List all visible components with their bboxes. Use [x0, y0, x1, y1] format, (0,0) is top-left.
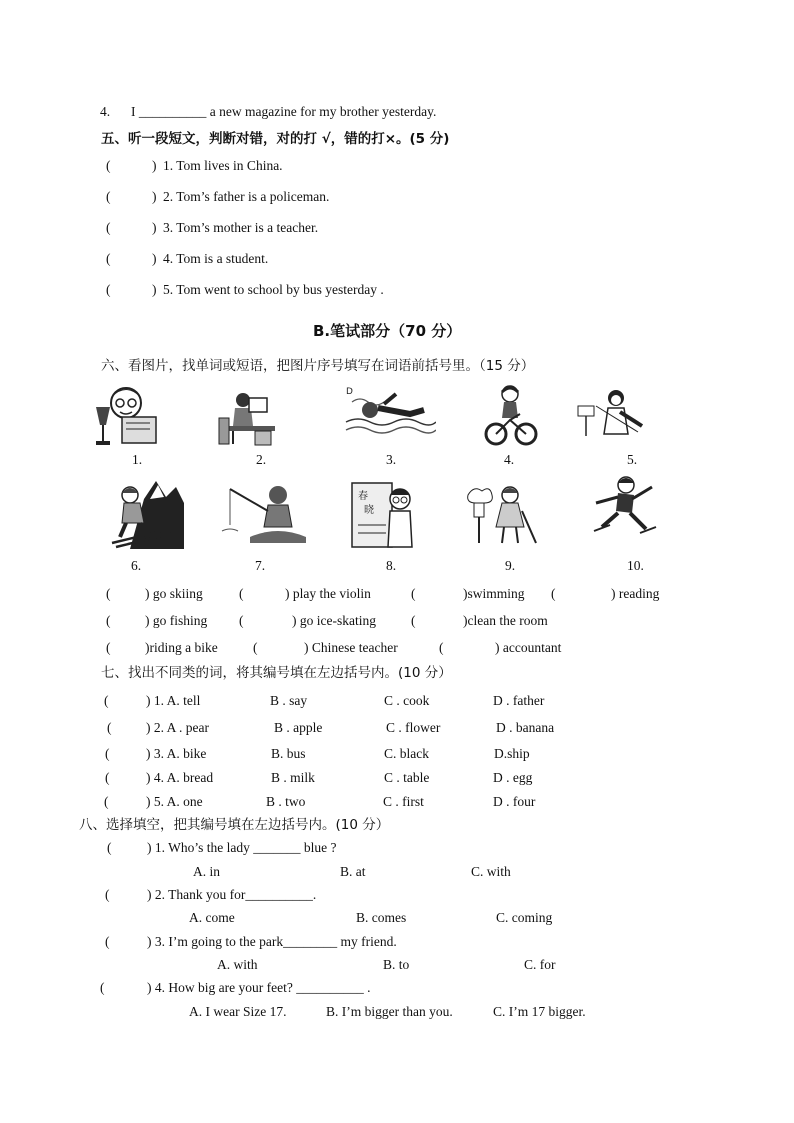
- answer-paren[interactable]: (: [106, 586, 111, 601]
- answer-paren[interactable]: (: [106, 189, 111, 204]
- answer-paren[interactable]: (: [411, 586, 416, 601]
- question-text: ) 3. I’m going to the park________ my friend.: [147, 934, 397, 949]
- section-6-title: 六、看图片，找单词或短语，把图片序号填写在词语前括号里。（15 分）: [101, 358, 535, 374]
- option-a: A. come: [189, 910, 235, 925]
- option-c: C. for: [524, 957, 556, 972]
- statement-text: 2. Tom’s father is a policeman.: [163, 189, 330, 204]
- answer-paren[interactable]: (: [104, 693, 109, 708]
- option-b: B . two: [266, 794, 306, 809]
- picture-number: 10.: [627, 558, 644, 573]
- answer-paren-close: ): [152, 251, 157, 266]
- option-a: A. in: [193, 864, 220, 879]
- picture-3: [344, 386, 436, 440]
- picture-8: [350, 481, 418, 549]
- answer-paren[interactable]: (: [106, 613, 111, 628]
- statement-text: 3. Tom’s mother is a teacher.: [163, 220, 319, 235]
- picture-6: [110, 479, 184, 549]
- fishing-icon: [220, 481, 306, 543]
- picture-10: [582, 473, 662, 543]
- option-b: B. bus: [271, 746, 306, 761]
- picture-number: 3.: [386, 452, 397, 467]
- question-text: I __________ a new magazine for my brother yesterday.: [131, 104, 437, 119]
- question-text: ) 4. How big are your feet? __________ .: [147, 980, 371, 995]
- option-a: ) 5. A. one: [146, 794, 203, 809]
- section-5-title: 五、听一段短文，判断对错，对的打 √，错的打×。(5 分): [101, 131, 450, 147]
- section-8-title: 八、选择填空，把其编号填在左边括号内。(10 分）: [79, 817, 390, 833]
- section-7-title: 七、找出不同类的词，将其编号填在左边括号内。(10 分）: [101, 665, 452, 681]
- answer-paren[interactable]: (: [106, 251, 111, 266]
- svg-text:晓: 晓: [364, 505, 374, 516]
- option-c: C . cook: [384, 693, 430, 708]
- answer-paren[interactable]: (: [551, 586, 556, 601]
- cleaning-room-icon: [464, 483, 540, 547]
- option-b: B. to: [383, 957, 410, 972]
- option-c: C . first: [383, 794, 424, 809]
- option-a: ) 1. A. tell: [146, 693, 201, 708]
- picture-9: [464, 483, 540, 547]
- answer-paren[interactable]: (: [107, 840, 112, 855]
- option-b: B . milk: [271, 770, 315, 785]
- phrase: )riding a bike: [145, 640, 218, 655]
- answer-paren-close: ): [152, 189, 157, 204]
- answer-paren[interactable]: (: [105, 934, 110, 949]
- option-d: D . egg: [493, 770, 533, 785]
- option-b: B. at: [340, 864, 366, 879]
- answer-paren[interactable]: (: [439, 640, 444, 655]
- option-d: D . banana: [496, 720, 555, 735]
- boy-reading-icon: [92, 383, 164, 449]
- option-b: B . say: [270, 693, 308, 708]
- picture-number: 4.: [504, 452, 515, 467]
- picture-5: [576, 386, 650, 440]
- picture-7: [220, 481, 306, 543]
- picture-number: 7.: [255, 558, 266, 573]
- option-c: C . flower: [386, 720, 441, 735]
- option-c: C. black: [384, 746, 429, 761]
- phrase: ) Chinese teacher: [304, 640, 398, 655]
- phrase: ) go fishing: [145, 613, 208, 628]
- picture-number: 6.: [131, 558, 142, 573]
- option-a: A. I wear Size 17.: [189, 1004, 287, 1019]
- svg-text:D: D: [346, 387, 353, 397]
- answer-paren[interactable]: (: [105, 770, 110, 785]
- option-d: D.ship: [494, 746, 530, 761]
- answer-paren-close: ): [152, 158, 157, 173]
- question-number: 4.: [100, 104, 111, 119]
- picture-number: 5.: [627, 452, 638, 467]
- picture-number: 1.: [132, 452, 143, 467]
- picture-2: [215, 388, 279, 446]
- phrase: )swimming: [463, 586, 525, 601]
- part-b-title: B.笔试部分（70 分）: [313, 322, 462, 340]
- picture-4: [484, 384, 538, 448]
- statement-text: 4. Tom is a student.: [163, 251, 269, 266]
- answer-paren[interactable]: (: [106, 220, 111, 235]
- option-c: C . table: [384, 770, 430, 785]
- answer-paren[interactable]: (: [105, 746, 110, 761]
- answer-paren[interactable]: (: [106, 640, 111, 655]
- skiing-icon: [110, 479, 184, 549]
- answer-paren[interactable]: (: [239, 613, 244, 628]
- picture-1: [92, 383, 164, 449]
- option-a: A. with: [217, 957, 258, 972]
- answer-paren[interactable]: (: [239, 586, 244, 601]
- swimming-icon: [344, 386, 436, 440]
- chinese-teacher-icon: [350, 481, 418, 549]
- answer-paren[interactable]: (: [253, 640, 258, 655]
- option-c: C. I’m 17 bigger.: [493, 1004, 586, 1019]
- ice-skating-icon: [582, 473, 662, 543]
- picture-number: 9.: [505, 558, 516, 573]
- answer-paren[interactable]: (: [104, 794, 109, 809]
- svg-text:春: 春: [358, 491, 368, 502]
- statement-text: 5. Tom went to school by bus yesterday .: [163, 282, 384, 297]
- phrase: ) go skiing: [145, 586, 203, 601]
- option-d: D . four: [493, 794, 536, 809]
- picture-number: 8.: [386, 558, 397, 573]
- option-c: C. with: [471, 864, 511, 879]
- phrase: ) reading: [611, 586, 660, 601]
- answer-paren[interactable]: (: [106, 282, 111, 297]
- phrase: ) go ice-skating: [292, 613, 376, 628]
- answer-paren-close: ): [152, 220, 157, 235]
- accountant-desk-icon: [215, 388, 279, 446]
- answer-paren[interactable]: (: [107, 720, 112, 735]
- question-text: ) 2. Thank you for__________.: [147, 887, 317, 902]
- phrase: )clean the room: [463, 613, 548, 628]
- picture-number: 2.: [256, 452, 267, 467]
- answer-paren[interactable]: (: [411, 613, 416, 628]
- option-c: C. coming: [496, 910, 553, 925]
- option-a: ) 4. A. bread: [146, 770, 214, 785]
- answer-paren-close: ): [152, 282, 157, 297]
- question-text: ) 1. Who’s the lady _______ blue ?: [147, 840, 337, 855]
- option-b: B. I’m bigger than you.: [326, 1004, 453, 1019]
- phrase: ) accountant: [495, 640, 562, 655]
- phrase: ) play the violin: [285, 586, 371, 601]
- option-d: D . father: [493, 693, 545, 708]
- answer-paren[interactable]: (: [105, 887, 110, 902]
- option-b: B . apple: [274, 720, 323, 735]
- riding-bike-icon: [484, 384, 538, 448]
- violin-icon: [576, 386, 650, 440]
- answer-paren[interactable]: (: [106, 158, 111, 173]
- option-a: ) 2. A . pear: [146, 720, 209, 735]
- option-b: B. comes: [356, 910, 407, 925]
- statement-text: 1. Tom lives in China.: [163, 158, 283, 173]
- option-a: ) 3. A. bike: [146, 746, 207, 761]
- answer-paren[interactable]: (: [100, 980, 105, 995]
